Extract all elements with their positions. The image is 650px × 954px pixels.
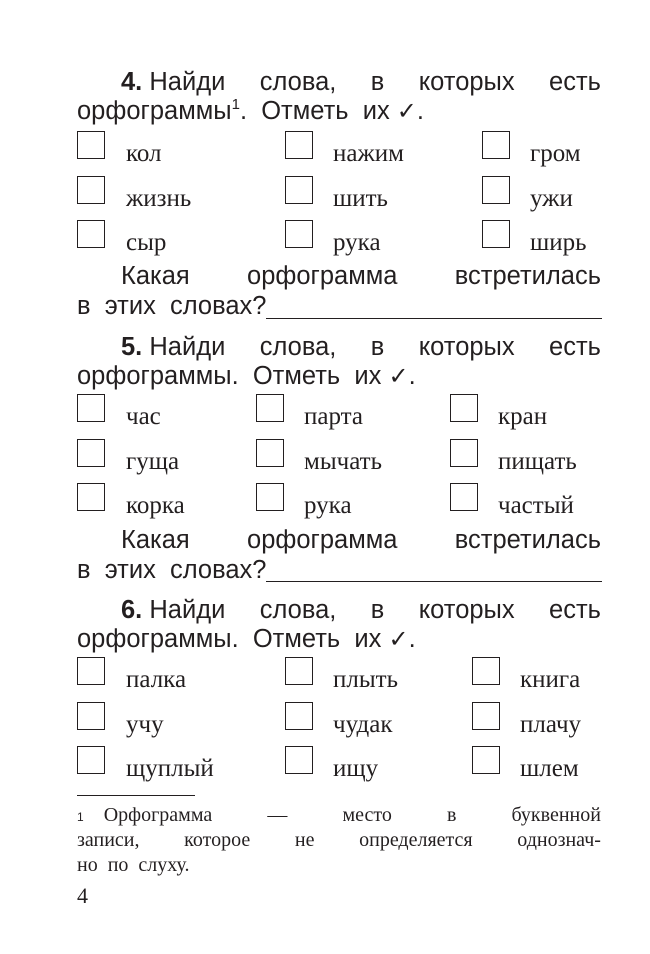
checkbox-palka[interactable]	[77, 657, 105, 685]
checkbox-ishchu[interactable]	[285, 746, 313, 774]
word-label: плачу	[520, 711, 582, 738]
task-number: 6.	[121, 596, 143, 624]
checkbox-grom[interactable]	[482, 131, 510, 159]
checkbox-shlem[interactable]	[472, 746, 500, 774]
word-label: щуплый	[126, 755, 214, 782]
word-label: пищать	[498, 448, 577, 475]
checkmark-icon: ✓	[396, 98, 417, 125]
checkbox-gushcha[interactable]	[77, 439, 105, 467]
word-label: чудак	[333, 711, 393, 738]
task-4-instruction-line2: орфограммы$^1$. Отметь их ✓.	[77, 96, 424, 125]
word-label: шлем	[520, 755, 579, 782]
checkbox-shchuplyi[interactable]	[77, 746, 105, 774]
footnote-divider	[77, 795, 195, 796]
checkbox-ruka-2[interactable]	[256, 483, 284, 511]
checkbox-ruka[interactable]	[285, 220, 313, 248]
task-5-instruction-line2: орфограммы. Отметь их ✓.	[77, 362, 416, 390]
checkbox-pishchat[interactable]	[450, 439, 478, 467]
checkbox-shir[interactable]	[482, 220, 510, 248]
word-label: палка	[126, 666, 187, 693]
task-4-question-line1: Какая орфограмма встретилась	[121, 262, 601, 290]
word-label: рука	[333, 229, 381, 256]
task-6-instruction-line2: орфограммы. Отметь их ✓.	[77, 625, 416, 653]
answer-input-line[interactable]	[266, 581, 602, 582]
word-label: кран	[498, 403, 548, 430]
checkbox-kol[interactable]	[77, 131, 105, 159]
checkbox-chudak[interactable]	[285, 702, 313, 730]
word-label: гром	[530, 140, 581, 167]
checkbox-uchu[interactable]	[77, 702, 105, 730]
word-label: мычать	[304, 448, 382, 475]
word-label: учу	[126, 711, 164, 738]
word-label: ищу	[333, 755, 379, 782]
checkbox-nazhim[interactable]	[285, 131, 313, 159]
checkbox-kniga[interactable]	[472, 657, 500, 685]
footnote-line3: но по слуху.	[77, 854, 190, 876]
word-label: парта	[304, 403, 363, 430]
word-label: жизнь	[126, 185, 192, 212]
checkbox-plachu[interactable]	[472, 702, 500, 730]
task-number: 4.	[121, 68, 143, 96]
task-4-instruction-line1: 4. Найди слова, в которых есть	[121, 68, 601, 96]
checkbox-syr[interactable]	[77, 220, 105, 248]
task-6-instruction-line1: 6. Найди слова, в которых есть	[121, 596, 601, 624]
task-5-question-line2: в этих словах?	[77, 556, 267, 584]
checkbox-uzhi[interactable]	[482, 176, 510, 204]
checkbox-chastyi[interactable]	[450, 483, 478, 511]
footnote-marker: 1	[77, 810, 84, 824]
task-5-question-line1: Какая орфограмма встретилась	[121, 526, 601, 554]
word-label: плыть	[333, 666, 398, 693]
word-label: сыр	[126, 229, 167, 256]
checkmark-icon: ✓	[388, 626, 409, 653]
task-4-question-line2: в этих словах?	[77, 292, 267, 320]
checkmark-icon: ✓	[388, 363, 409, 390]
checkbox-parta[interactable]	[256, 394, 284, 422]
word-label: рука	[304, 492, 352, 519]
word-label: ширь	[530, 229, 587, 256]
footnote-marker: 1	[231, 96, 240, 113]
word-label: нажим	[333, 140, 404, 167]
answer-input-line[interactable]	[266, 318, 602, 319]
word-label: ужи	[530, 185, 573, 212]
word-label: корка	[126, 492, 185, 519]
checkbox-korka[interactable]	[77, 483, 105, 511]
checkbox-chas[interactable]	[77, 394, 105, 422]
word-label: книга	[520, 666, 581, 693]
word-label: гуща	[126, 448, 180, 475]
word-label: шить	[333, 185, 388, 212]
checkbox-shit[interactable]	[285, 176, 313, 204]
page-number: 4	[77, 883, 88, 908]
checkbox-mychat[interactable]	[256, 439, 284, 467]
task-number: 5.	[121, 333, 143, 361]
footnote-line2: записи, которое не определяется однознач-	[77, 829, 601, 851]
task-5-instruction-line1: 5. Найди слова, в которых есть	[121, 333, 601, 361]
checkbox-kran[interactable]	[450, 394, 478, 422]
word-label: кол	[126, 140, 162, 167]
checkbox-plyt[interactable]	[285, 657, 313, 685]
word-label: час	[126, 403, 161, 430]
checkbox-zhizn[interactable]	[77, 176, 105, 204]
footnote-line1: 1 Орфограмма — место в буквенной	[77, 804, 601, 826]
word-label: частый	[498, 492, 574, 519]
